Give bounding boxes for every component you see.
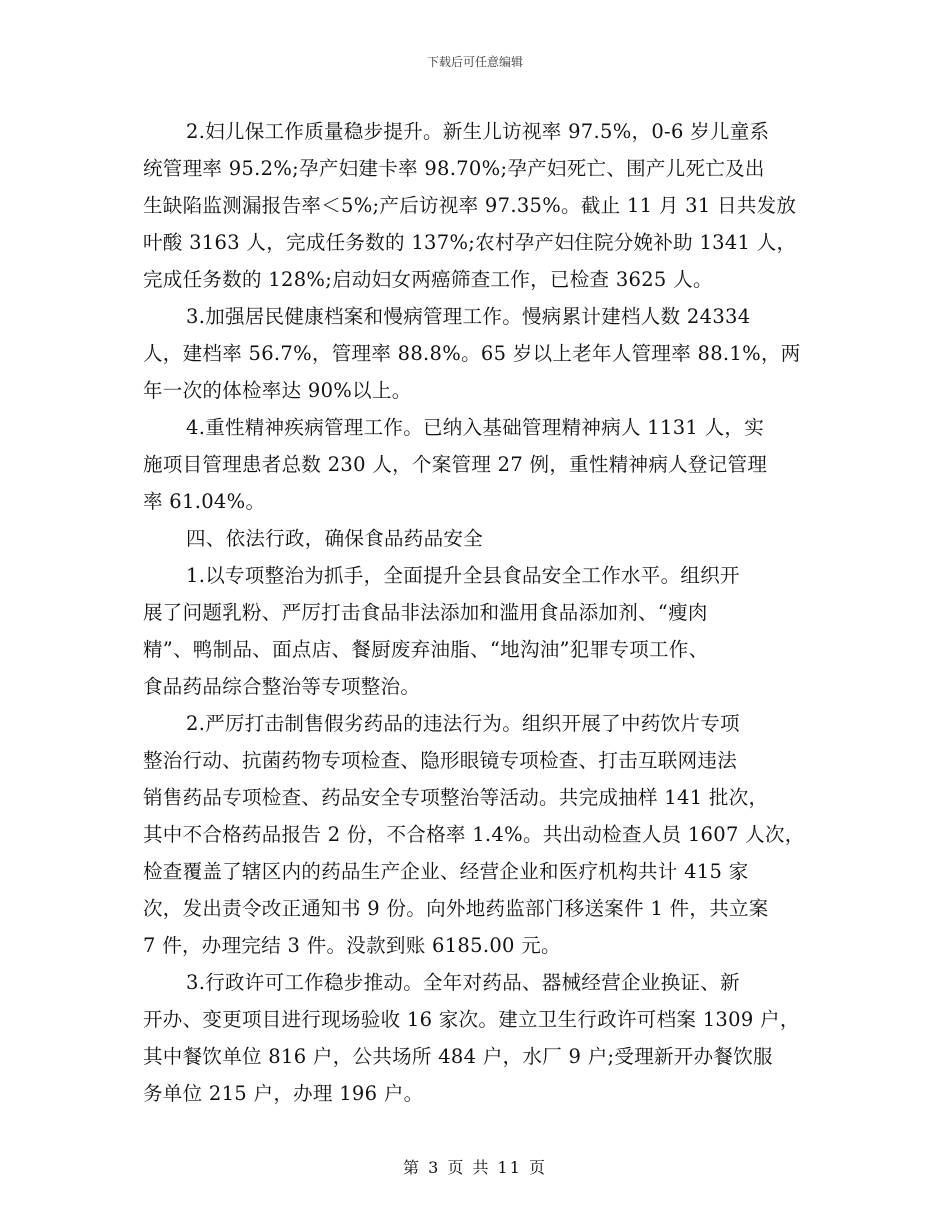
page-footer: 第 3 页 共 11 页 [403, 1158, 547, 1177]
text-line: 展了问题乳粉、严厉打击食品非法添加和滥用食品添加剂、“瘦肉 [143, 601, 708, 624]
text-line: 食品药品综合整治等专项整治。 [143, 675, 421, 698]
text-line: 整治行动、抗菌药物专项检查、隐形眼镜专项检查、打击互联网违法 [143, 749, 738, 772]
text-line: 1.以专项整治为抓手，全面提升全县食品安全工作水平。组织开 [186, 564, 740, 587]
text-line: 年一次的体检率达 90%以上。 [143, 379, 412, 402]
text-line: 开办、变更项目进行现场验收 16 家次。建立卫生行政许可档案 1309 户， [143, 1008, 800, 1031]
text-line: 其中不合格药品报告 2 份，不合格率 1.4%。共出动检查人员 1607 人次， [143, 823, 805, 846]
text-line: 4.重性精神疾病管理工作。已纳入基础管理精神病人 1131 人，实 [186, 416, 765, 439]
text-line: 7 件，办理完结 3 件。没款到账 6185.00 元。 [143, 934, 561, 957]
text-line: 四、依法行政，确保食品药品安全 [186, 527, 484, 550]
text-line: 2.严厉打击制售假劣药品的违法行为。组织开展了中药饮片专项 [186, 712, 740, 735]
text-line: 人，建档率 56.7%，管理率 88.8%。65 岁以上老年人管理率 88.1%，两 [143, 342, 801, 365]
page-header: 下载后可任意编辑 [426, 55, 523, 69]
text-line: 3.加强居民健康档案和慢病管理工作。慢病累计建档人数 24334 [186, 305, 751, 328]
text-line: 叶酸 3163 人，完成任务数的 137%;农村孕产妇住院分娩补助 1341 人， [143, 231, 797, 254]
text-line: 3.行政许可工作稳步推动。全年对药品、器械经营企业换证、新 [186, 971, 740, 994]
text-line: 统管理率 95.2%;孕产妇建卡率 98.70%;孕产妇死亡、围产儿死亡及出 [143, 157, 765, 180]
text-line: 精”、鸭制品、面点店、餐厨废弃油脂、“地沟油”犯罪专项工作、 [143, 638, 709, 661]
text-line: 率 61.04%。 [143, 490, 266, 513]
text-line: 务单位 215 户，办理 196 户。 [143, 1082, 424, 1105]
text-line: 其中餐饮单位 816 户，公共场所 484 户，水厂 9 户;受理新开办餐饮服 [143, 1045, 773, 1068]
document-body [143, 113, 808, 1112]
text-line: 2.妇儿保工作质量稳步提升。新生儿访视率 97.5%，0-6 岁儿童系 [186, 120, 770, 143]
text-line: 销售药品专项检查、药品安全专项整治等活动。共完成抽样 141 批次， [143, 786, 769, 809]
text-line: 施项目管理患者总数 230 人，个案管理 27 例，重性精神病人登记管理 [143, 453, 768, 476]
text-line: 检查覆盖了辖区内的药品生产企业、经营企业和医疗机构共计 415 家 [143, 860, 749, 883]
text-line: 生缺陷监测漏报告率＜5%;产后访视率 97.35%。截止 11 月 31 日共发放 [143, 194, 797, 217]
text-line: 次，发出责令改正通知书 9 份。向外地药监部门移送案件 1 件，共立案 [143, 897, 769, 920]
text-line: 完成任务数的 128%;启动妇女两癌筛查工作，已检查 3625 人。 [143, 268, 713, 291]
